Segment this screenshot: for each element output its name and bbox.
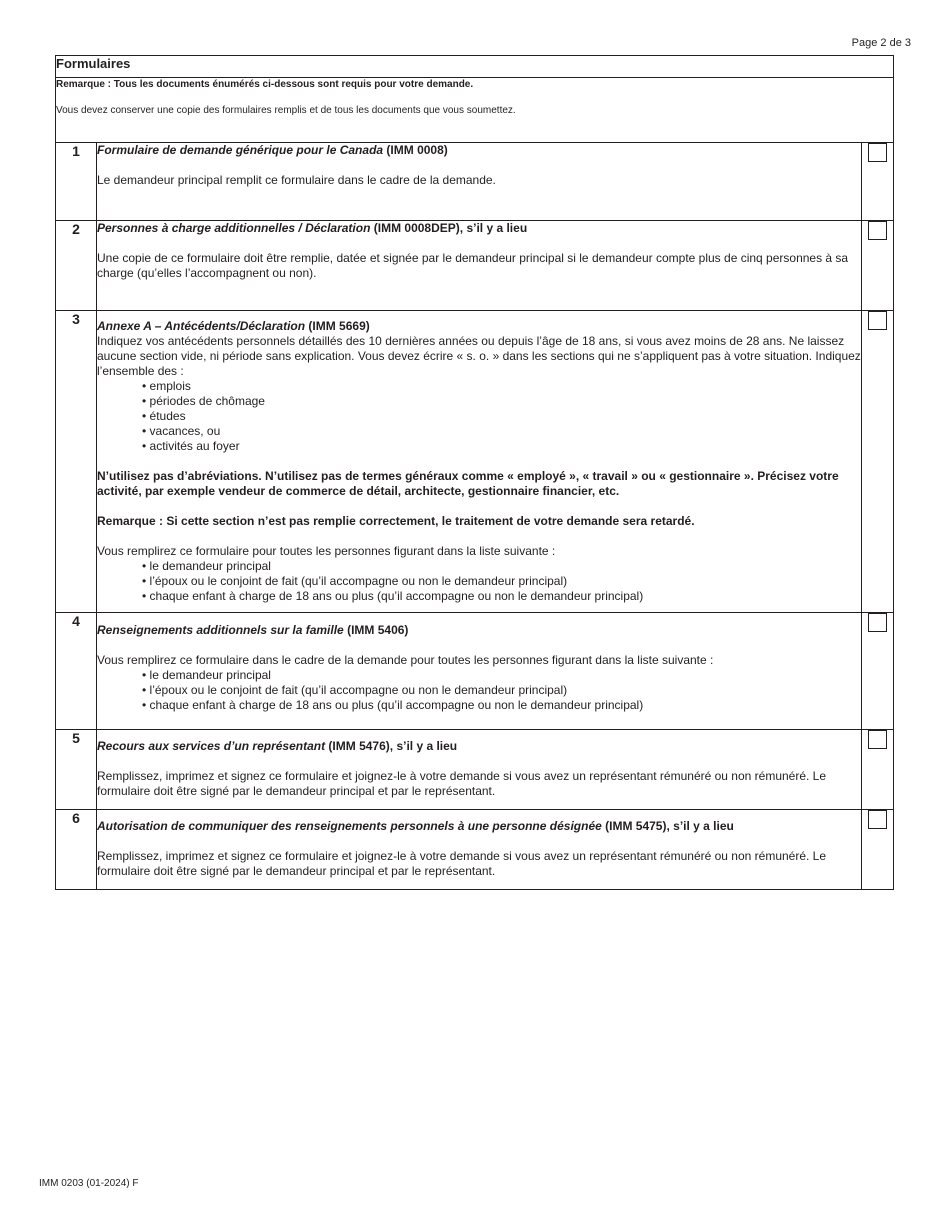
item-checkbox-2[interactable]	[868, 221, 887, 240]
item-code: (IMM 5476), s’il y a lieu	[325, 739, 458, 753]
item-number: 5	[56, 730, 97, 810]
item-row-2	[56, 221, 894, 311]
remark-keep-copy: Vous devez conserver une copie des formulaires remplis et de tous les documents que vous soumettez.	[56, 105, 516, 116]
person-list	[97, 668, 861, 713]
item-title: Personnes à charge additionnelles / Déclaration	[97, 221, 371, 235]
item-title: Annexe A – Antécédents/Déclaration	[97, 319, 306, 333]
item-text: Une copie de ce formulaire doit être remplie, datée et signée par le demandeur principal si le demandeur compte plus de cinq personnes à sa charge (qu’elles l’accompagnent ou non).	[97, 251, 849, 280]
item-row-4	[56, 613, 894, 730]
remark-required: Remarque : Tous les documents énumérés ci-dessous sont requis pour votre demande.	[56, 79, 474, 90]
list-item: • emplois	[142, 379, 861, 394]
item-text: Le demandeur principal remplit ce formulaire dans le cadre de la demande.	[97, 173, 496, 187]
item-number: 3	[56, 311, 97, 613]
list-item: • l’époux ou le conjoint de fait (qu’il accompagne ou non le demandeur principal)	[142, 683, 861, 698]
page-number: Page 2 de 3	[851, 37, 911, 49]
list-item: • vacances, ou	[142, 424, 861, 439]
item-row-3	[56, 311, 894, 613]
item-row-1	[56, 143, 894, 221]
item-text: Remplissez, imprimez et signez ce formulaire et joignez-le à votre demande si vous avez un représentant rémunéré ou non rémunéré. Le formulaire doit être signé par le demandeur principal et par le représentant.	[97, 849, 827, 878]
item-number: 4	[56, 613, 97, 730]
item-checkbox-5[interactable]	[868, 730, 887, 749]
item-title: Recours aux services d’un représentant	[97, 739, 326, 753]
list-item: • chaque enfant à charge de 18 ans ou plus (qu’il accompagne ou non le demandeur principal)	[142, 698, 861, 713]
item-checkbox-6[interactable]	[868, 810, 887, 829]
forms-table	[55, 55, 894, 890]
list-item: • études	[142, 409, 861, 424]
list-item: • le demandeur principal	[142, 559, 861, 574]
item-code: (IMM 5406)	[343, 623, 409, 637]
item-row-5	[56, 730, 894, 810]
list-item: • activités au foyer	[142, 439, 861, 454]
item-checkbox-3[interactable]	[868, 311, 887, 330]
list-item: • chaque enfant à charge de 18 ans ou plus (qu’il accompagne ou non le demandeur principal)	[142, 589, 861, 604]
item-title: Autorisation de communiquer des renseignements personnels à une personne désignée	[97, 819, 602, 833]
activity-list	[97, 379, 861, 454]
item-text: Vous remplirez ce formulaire dans le cadre de la demande pour toutes les personnes figurant dans la liste suivante :	[97, 653, 714, 667]
item-checkbox-4[interactable]	[868, 613, 887, 632]
item-checkbox-1[interactable]	[868, 143, 887, 162]
item-number: 1	[56, 143, 97, 221]
form-code: IMM 0203 (01-2024) F	[39, 1178, 139, 1189]
section-title: Formulaires	[56, 56, 894, 78]
item-code: (IMM 5475), s’il y a lieu	[601, 819, 734, 833]
item-number: 6	[56, 810, 97, 890]
item-number: 2	[56, 221, 97, 311]
item-code: (IMM 0008DEP), s’il y a lieu	[370, 221, 528, 235]
item-remark: Remarque : Si cette section n’est pas remplie correctement, le traitement de votre demande sera retardé.	[97, 514, 695, 528]
list-item: • le demandeur principal	[142, 668, 861, 683]
item-title: Formulaire de demande générique pour le Canada	[97, 143, 384, 157]
list-item: • périodes de chômage	[142, 394, 861, 409]
item-code: (IMM 0008)	[383, 143, 448, 157]
item-row-6	[56, 810, 894, 890]
remark-row	[56, 78, 894, 143]
item-text: Indiquez vos antécédents personnels détaillés des 10 dernières années ou depuis l’âge de 18 ans, si vous avez moins de 28 ans. Ne laissez aucune section vide, ni période sans explication. Vous devez écrire « s. o. » dans les sections qui ne s’appliquent pas à votre situation. Indiquez l’ensemble des :	[97, 334, 861, 378]
item-title: Renseignements additionnels sur la famille	[97, 623, 344, 637]
list-item: • l’époux ou le conjoint de fait (qu’il accompagne ou non le demandeur principal)	[142, 574, 861, 589]
person-list	[97, 559, 861, 604]
item-code: (IMM 5669)	[305, 319, 370, 333]
item-warning: N’utilisez pas d’abréviations. N’utilisez pas de termes généraux comme « employé », « travail » ou « gestionnaire ». Précisez votre activité, par exemple vendeur de commerce de détail, architecte, gestionnaire financier, etc.	[97, 469, 839, 498]
item-list-intro: Vous remplirez ce formulaire pour toutes les personnes figurant dans la liste suivante :	[97, 544, 556, 558]
item-text: Remplissez, imprimez et signez ce formulaire et joignez-le à votre demande si vous avez un représentant rémunéré ou non rémunéré. Le formulaire doit être signé par le demandeur principal et par le représentant.	[97, 769, 827, 798]
section-header-row	[56, 56, 894, 78]
